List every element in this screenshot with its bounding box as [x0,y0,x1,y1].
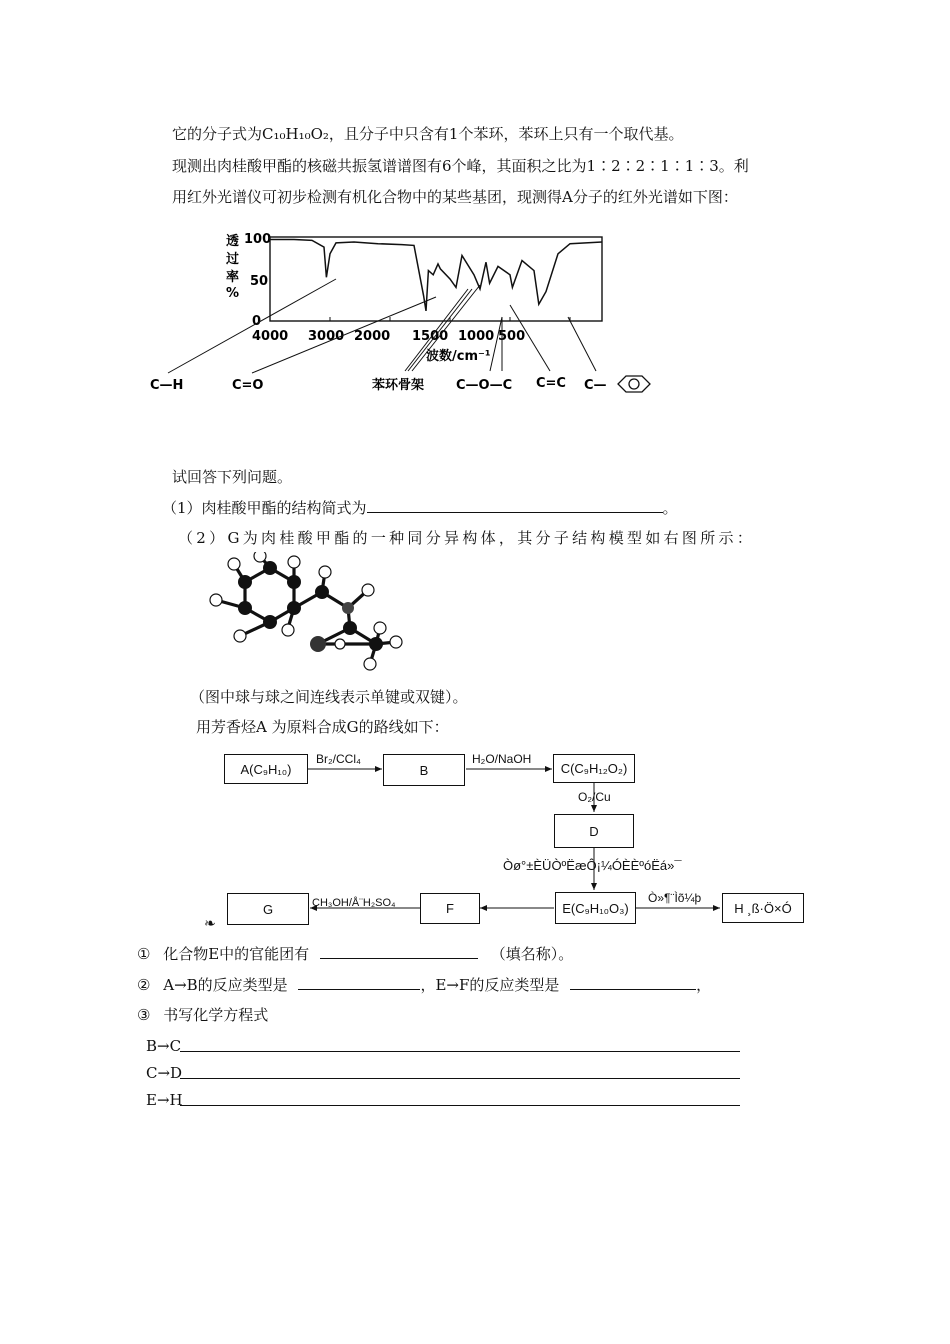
answer-2-blank-b[interactable] [570,975,696,990]
answer-2 [137,975,711,994]
equation-eh-label: E→H [146,1091,183,1109]
ir-ylabel-char: 透 [226,234,240,249]
answer-3 [137,1006,268,1024]
ir-xlabel: 波数/cm⁻¹ [426,349,491,364]
answer-2-suffix: ， [696,976,712,994]
ir-annotation-benzene: 苯环骨架 [372,378,425,393]
equation-bc-label: B→C [146,1037,182,1055]
flow-box-e: E(C₉H₁₀O₃) [555,892,636,924]
ir-xtick-2000: 2000 [354,329,391,344]
ir-xtick-1000: 1000 [458,329,495,344]
intro-line-1: 它的分子式为C₁₀H₁₀O₂，且分子中只含有1个苯环，苯环上只有一个取代基。 [172,125,684,143]
arrow-label-eh: Ò»¶¨Ìõ¼þ [648,891,702,905]
flow-box-f: F [420,893,480,924]
ir-ytick-50: 50 [250,274,269,289]
answer-3-text: 书写化学方程式 [163,1006,269,1024]
answer-3-number: ③ [137,1006,151,1024]
ir-annotation-cc: C=C [536,376,566,391]
questions-intro: 试回答下列问题。 [172,468,293,486]
ir-xtick-3000: 3000 [308,329,345,344]
answer-1-number: ① [137,945,151,963]
ir-xtick-500: 500 [498,329,526,344]
equation-bc-blank[interactable] [180,1051,740,1052]
arrow-label-ab: Br₂/CCl₄ [316,752,361,766]
ir-annotation-c-ph: C— [584,378,607,393]
arrow-label-bc: H₂O/NaOH [472,752,532,766]
answer-1 [137,944,573,963]
equation-cd-blank[interactable] [180,1078,740,1079]
answer-1-suffix: （填名称）。 [490,945,574,963]
intro-line-3: 用红外光谱仪可初步检测有机化合物中的某些基团，现测得A分子的红外光谱如下图： [172,188,738,206]
arrow-label-cd: O₂/Cu [578,790,611,804]
answer-1-blank[interactable] [320,944,478,959]
answer-2-prefix: A→B的反应类型是 [163,976,288,994]
model-note: （图中球与球之间连线表示单键或双键）。 [190,688,468,706]
ir-annotation-coc: C—O—C [456,378,513,393]
ir-annotation-ch: C—H [150,378,184,393]
intro-line-2: 现测出肉桂酸甲酯的核磁共振氢谱谱图有6个峰，其面积之比为1∶2∶2∶1∶1∶3。利 [172,157,749,175]
answer-2-blank-a[interactable] [298,975,420,990]
ir-xtick-1500: 1500 [412,329,449,344]
arrow-label-fg: CH₃OH/Å¨H₂SO₄ [312,897,396,909]
answer-2-number: ② [137,976,151,994]
stray-mark: ❧ [204,915,216,931]
question-1-suffix: 。 [662,499,678,517]
flow-box-d: D [554,814,634,848]
arrow-label-de: Òø°±ÈÜÒºËæÔ¡¼ÓÈÈºóËá»¯ [503,858,682,873]
question-2: （2）G为肉桂酸甲酯的一种同分异构体，其分子结构模型如右图所示： [178,529,756,547]
question-1-prefix: （1）肉桂酸甲酯的结构简式为 [162,499,367,517]
ir-annotation-co: C=O [232,378,264,393]
ir-ylabel-char: % [226,286,240,301]
flow-box-a: A(C₉H₁₀) [224,754,308,784]
flow-box-c: C(C₉H₁₂O₂) [553,754,635,783]
ir-ylabel-char: 率 [226,270,240,285]
route-intro: 用芳香烃A 为原料合成G的路线如下： [196,718,449,736]
answer-1-prefix: 化合物E中的官能团有 [163,945,310,963]
flow-box-h: H ¸ß·Ö×Ó [722,893,804,923]
ir-ytick-100: 100 [244,232,272,247]
flow-box-b: B [383,754,465,786]
equation-eh-blank[interactable] [180,1105,740,1106]
ir-ytick-0: 0 [252,314,262,329]
ir-ylabel-char: 过 [226,252,240,267]
answer-2-mid: ，E→F的反应类型是 [420,976,560,994]
ir-xtick-4000: 4000 [252,329,289,344]
equation-cd-label: C→D [146,1064,183,1082]
flow-box-g: G [227,893,309,925]
